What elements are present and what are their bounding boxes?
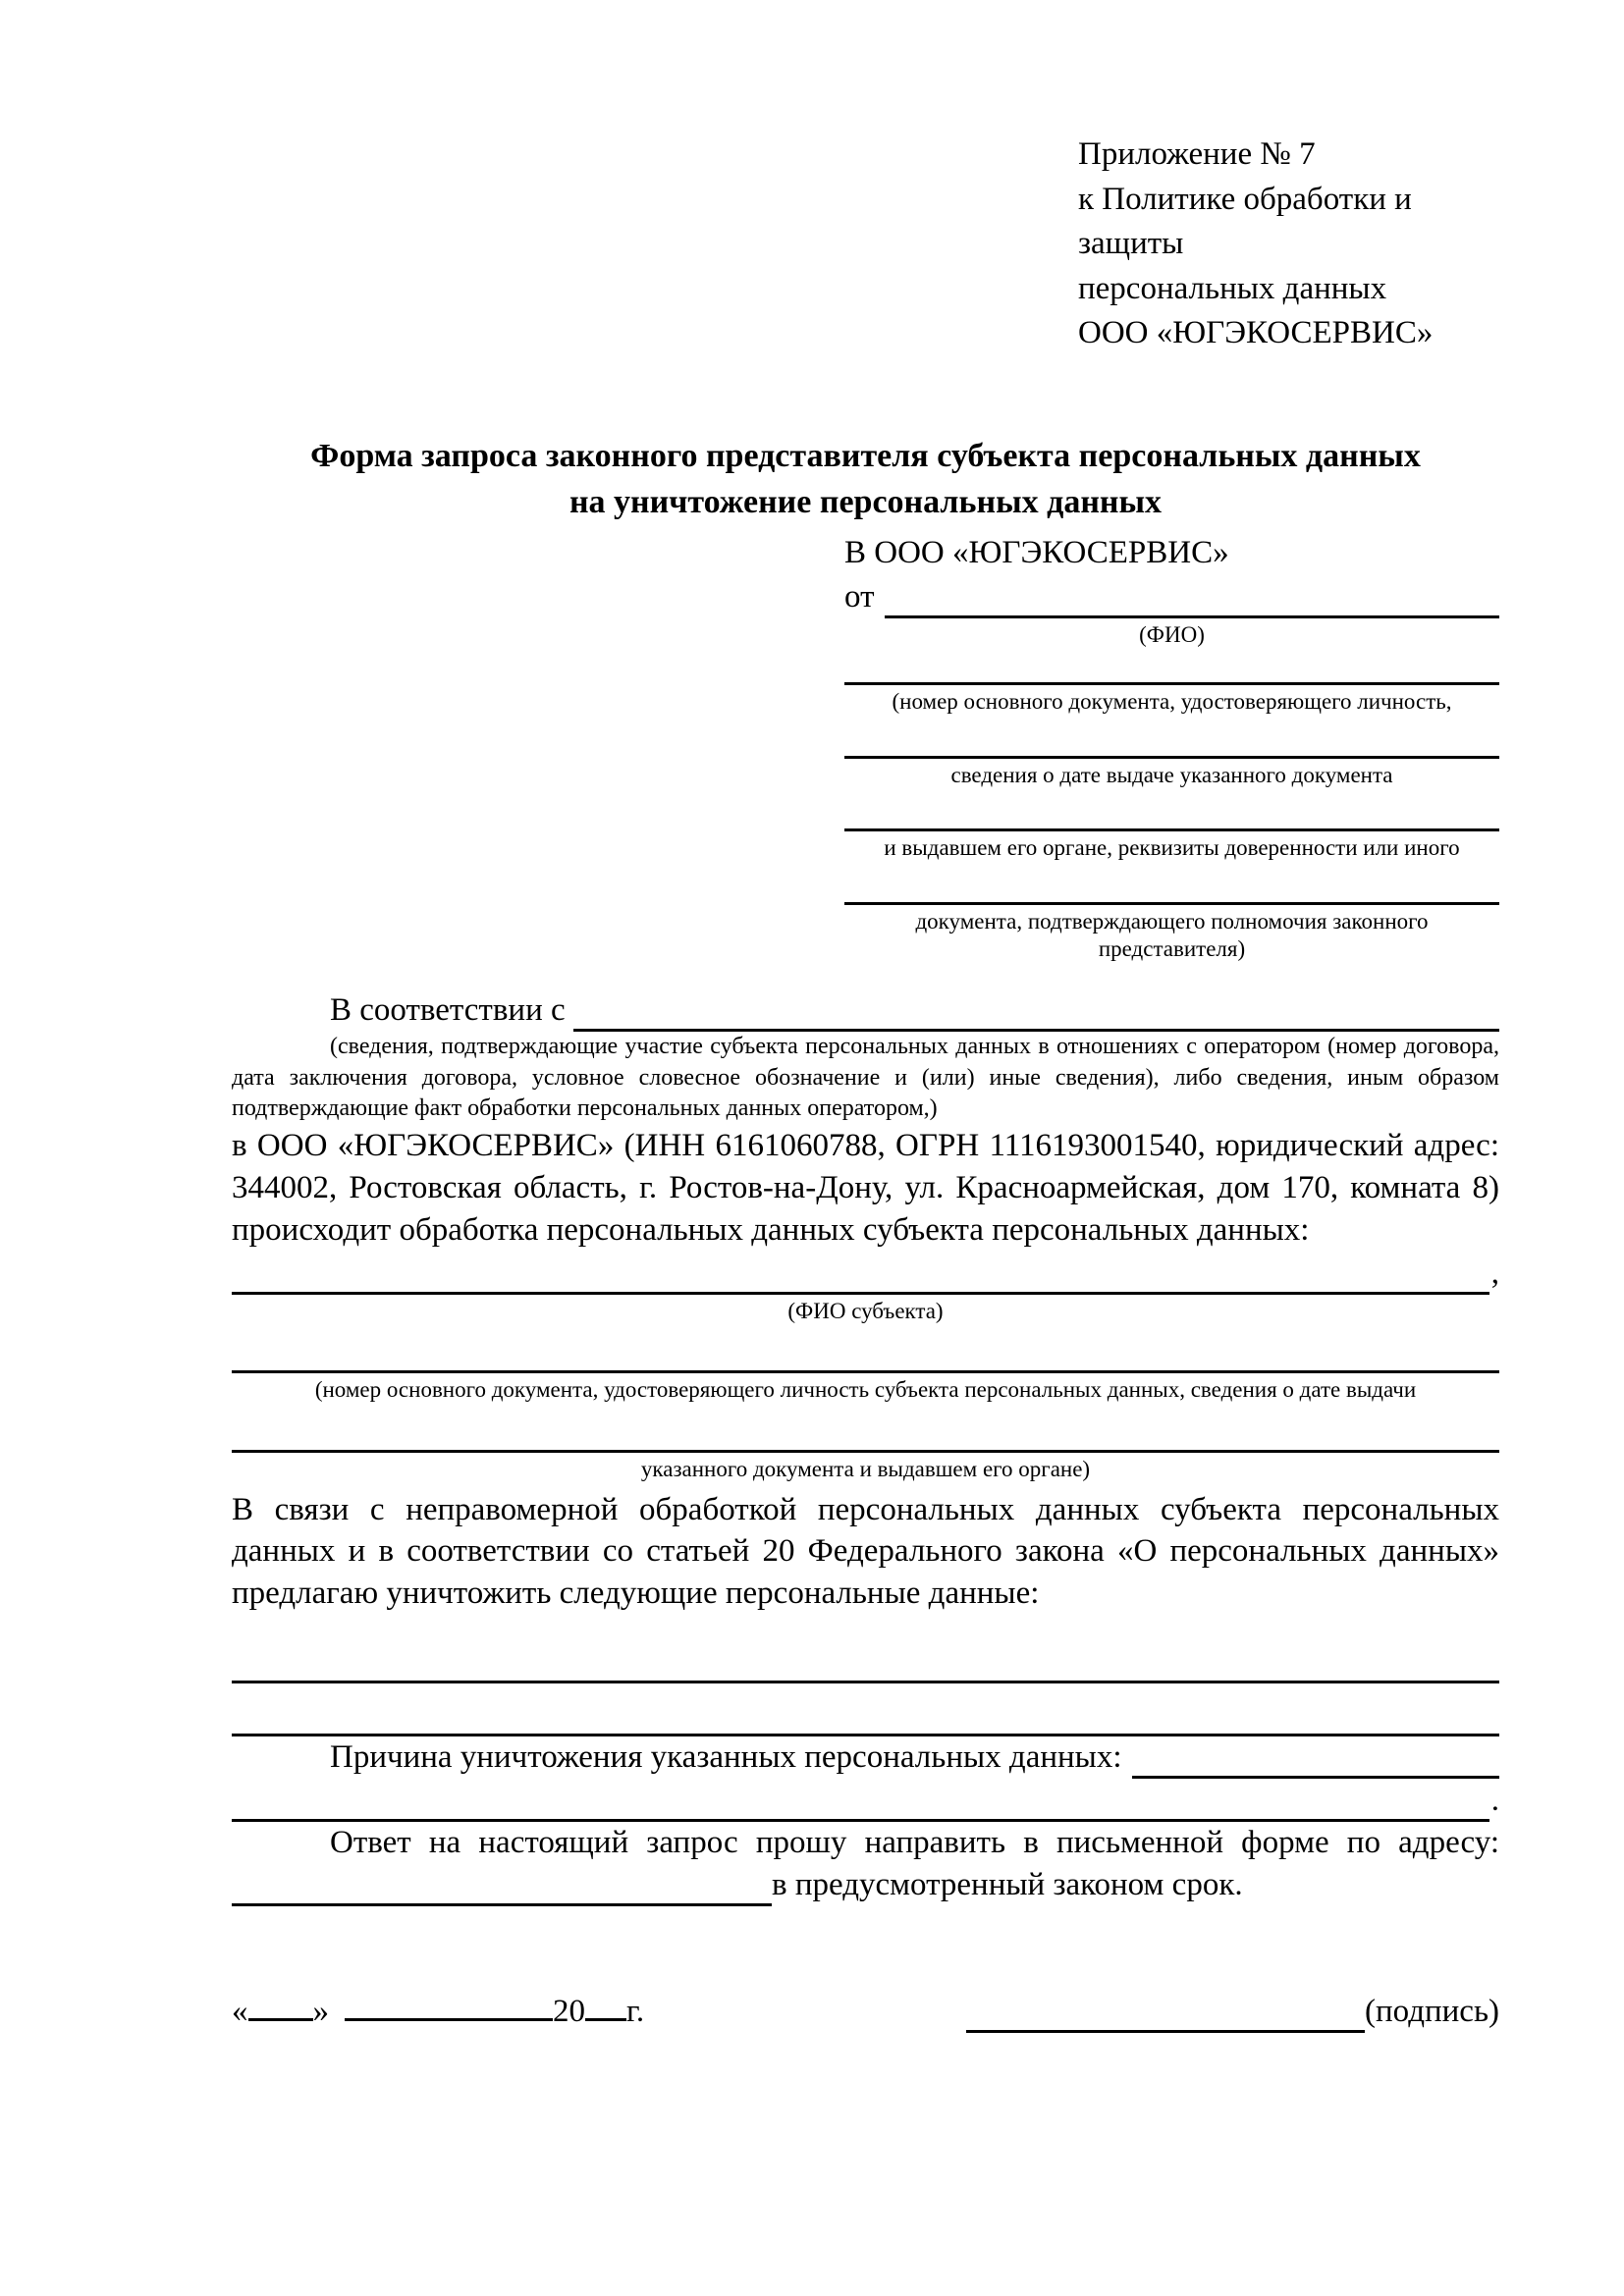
field-caption: и выдавшем его органе, реквизиты доверенности или иного — [884, 835, 1460, 861]
blank-line — [844, 868, 1499, 905]
year-blank — [585, 1992, 626, 2021]
subject-fio-caption: (ФИО субъекта) — [787, 1298, 944, 1323]
operator-paragraph: в ООО «ЮГЭКОСЕРВИС» (ИНН 6161060788, ОГРН 1116193001540, юридический адрес: 344002, Ростовская область, г. Ростов-на-Дону, ул. Красноармейская, дом 170, комната 8) происходит обработка персональных данных субъекта персональных данных: — [232, 1128, 1499, 1248]
close-quote: » — [312, 1993, 329, 2029]
address-blank — [232, 1873, 772, 1906]
field-caption: (номер основного документа, удостоверяющего личность, — [892, 689, 1452, 715]
field-caption: сведения о дате выдаче указанного документа — [950, 762, 1393, 787]
blank-line — [844, 648, 1499, 685]
page-title — [232, 433, 1499, 526]
accordance-label: В соответствии с — [330, 992, 566, 1029]
comma-char: , — [1490, 1255, 1499, 1291]
subject-fio-row — [232, 1252, 1499, 1295]
recipient-block — [844, 532, 1499, 968]
open-quote: « — [232, 1993, 248, 2029]
fio-caption: (ФИО) — [1139, 621, 1205, 647]
signature-caption: (подпись) — [1365, 1993, 1499, 2029]
period-char: . — [1490, 1783, 1499, 1819]
from-row — [844, 576, 1499, 618]
appendix-line: к Политике обработки и защиты — [1078, 181, 1412, 262]
subject-doc-caption-2: указанного документа и выдавшем его органе) — [640, 1456, 1091, 1481]
signature-area — [966, 1991, 1499, 2033]
representative-doc-field — [844, 868, 1499, 968]
subject-doc-blank-2 — [232, 1410, 1499, 1453]
subject-doc-blank-1 — [232, 1330, 1499, 1373]
reason-row — [232, 1736, 1499, 1779]
answer-tail: в предусмотренный законом срок. — [772, 1867, 1243, 1902]
reason-label: Причина уничтожения указанных персональных данных: — [330, 1739, 1122, 1776]
year-prefix: 20 — [553, 1993, 585, 2029]
field-caption: документа, подтверждающего полномочия законного представителя) — [915, 909, 1429, 961]
from-fill-line — [885, 615, 1500, 618]
appendix-line: ООО «ЮГЭКОСЕРВИС» — [1078, 315, 1434, 351]
blank-line — [844, 721, 1499, 759]
subject-doc-caption-1: (номер основного документа, удостоверяющего личность субъекта персональных данных, сведения о дате выдачи — [314, 1377, 1417, 1403]
appendix-line: Приложение № 7 — [1078, 136, 1316, 172]
signature-blank — [966, 2003, 1365, 2033]
year-suffix: г. — [626, 1993, 645, 2029]
representative-doc-field — [844, 648, 1499, 721]
blank-line — [844, 794, 1499, 831]
data-blank-1 — [232, 1640, 1499, 1683]
appendix-block — [1078, 133, 1499, 356]
reason-blank-2 — [232, 1779, 1489, 1822]
footer-row — [232, 1991, 1499, 2033]
from-label: от — [844, 578, 875, 614]
month-blank — [345, 1992, 553, 2021]
date-line — [232, 1991, 644, 2033]
accordance-row — [232, 989, 1499, 1032]
day-blank — [248, 1992, 313, 2021]
answer-address-row — [232, 1864, 1499, 1906]
fine-print: (сведения, подтверждающие участие субъекта персональных данных в отношениях с оператором (номер договора, дата заключения договора, условное словесное обозначение и (или) иные сведения), либо сведения, иным образом подтверждающие факт обработки персональных данных оператором,) — [232, 1034, 1499, 1122]
page-title-line2: на уничтожение персональных данных — [568, 484, 1163, 521]
answer-sentence: Ответ на настоящий запрос прошу направить в письменной форме по адресу: — [330, 1825, 1499, 1861]
page-title-line1: Форма запроса законного представителя субъекта персональных данных — [310, 437, 1421, 474]
appendix-line: персональных данных — [1078, 270, 1387, 306]
data-blank-2 — [232, 1693, 1499, 1736]
reason-continuation-row — [232, 1779, 1499, 1822]
request-paragraph: В связи с неправомерной обработкой персональных данных субъекта персональных данных и в соответствии со статьей 20 Федерального закона «О персональных данных» предлагаю уничтожить следующие персональные данные: — [232, 1491, 1499, 1612]
representative-doc-field — [844, 794, 1499, 868]
recipient-organization: В ООО «ЮГЭКОСЕРВИС» — [844, 534, 1229, 570]
subject-fio-blank — [232, 1252, 1489, 1295]
representative-doc-field — [844, 721, 1499, 795]
